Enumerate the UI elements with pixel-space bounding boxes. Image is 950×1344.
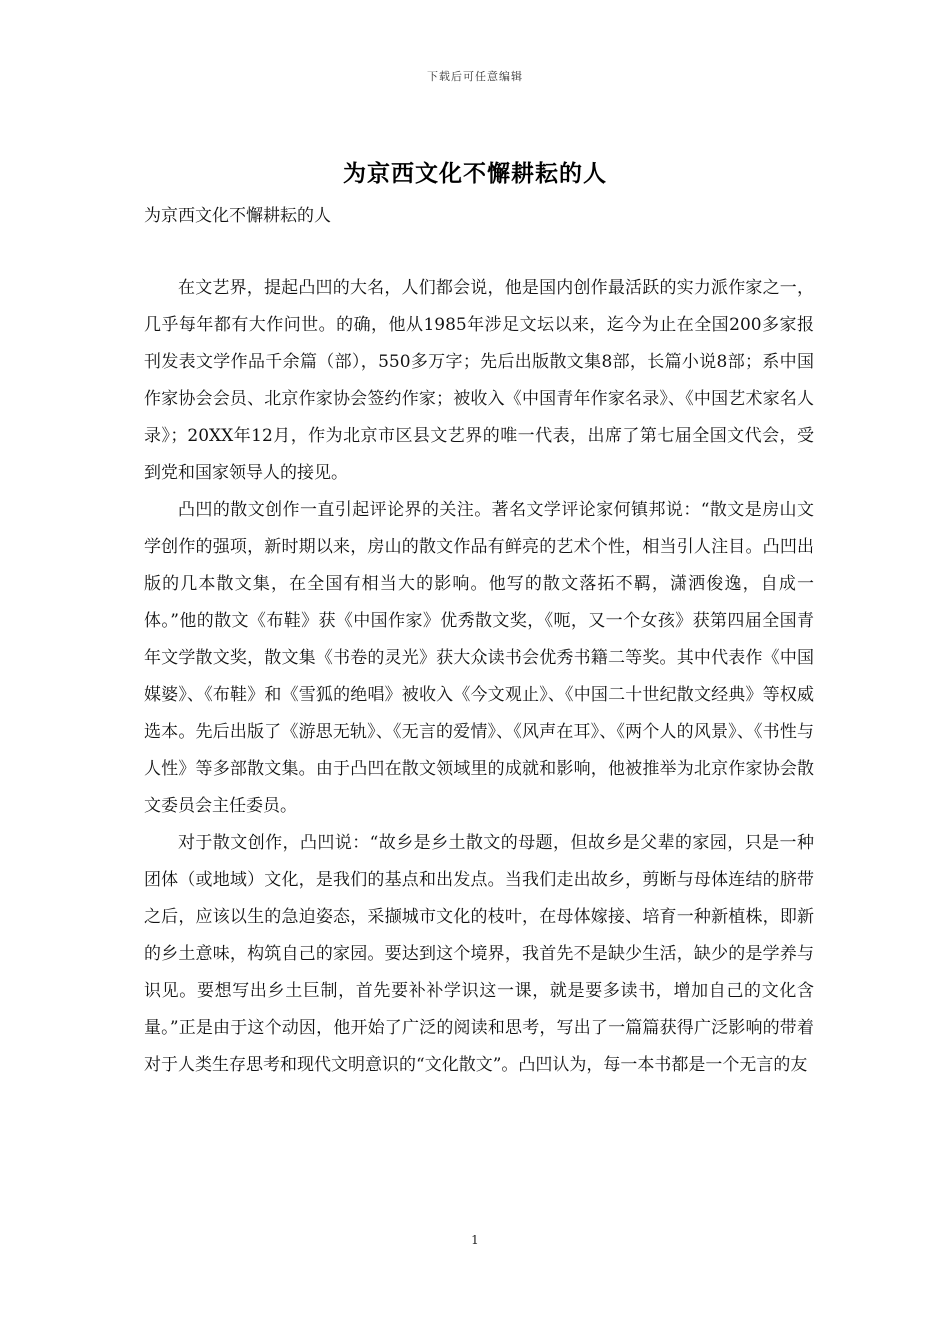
page-number: 1: [471, 1233, 479, 1247]
paragraph: 对于散文创作，凸凹说：“故乡是乡土散文的母题，但故乡是父辈的家园，只是一种团体（或地域）文化，是我们的基点和出发点。当我们走出故乡，剪断与母体连结的脐带之后，应该以生的急迫姿态，采撷城市文化的枝叶，在母体嫁接、培育一种新植株，即新的乡土意味，构筑自己的家园。要达到这个境界，我首先不是缺少生活，缺少的是学养与识见。要想写出乡土巨制，首先要补补学识这一课，就是要多读书，增加自己的文化含量。”正是由于这个动因，他开始了广泛的阅读和思考，写出了一篇篇获得广泛影响的带着对于人类生存思考和现代文明意识的“文化散文”。凸凹认为，每一本书都是一个无言的友: [144, 833, 814, 1075]
paragraph: 凸凹的散文创作一直引起评论界的关注。著名文学评论家何镇邦说：“散文是房山文学创作的强项，新时期以来，房山的散文作品有鲜亮的艺术个性，相当引人注目。凸凹出版的几本散文集，在全国有相当大的影响。他写的散文落拓不羁，潇洒俊逸，自成一体。”他的散文《布鞋》获《中国作家》优秀散文奖，《呃，又一个女孩》获第四届全国青年文学散文奖，散文集《书卷的灵光》获大众读书会优秀书籍二等奖。其中代表作《中国媒婆》、《布鞋》和《雪狐的绝唱》被收入《今文观止》、《中国二十世纪散文经典》等权威选本。先后出版了《游思无轨》、《无言的爱情》、《风声在耳》、《两个人的风景》、《书性与人性》等多部散文集。由于凸凹在散文领域里的成就和影响，他被推举为北京作家协会散文委员会主任委员。: [144, 500, 814, 816]
document-title: 为京西文化不懈耕耘的人: [343, 160, 607, 187]
document-subtitle: 为京西文化不懈耕耘的人: [144, 206, 331, 226]
page-header: 下载后可任意编辑: [427, 70, 523, 83]
document-body: [144, 270, 814, 1084]
paragraph: 在文艺界，提起凸凹的大名，人们都会说，他是国内创作最活跃的实力派作家之一，几乎每年都有大作问世。的确，他从1985年涉足文坛以来，迄今为止在全国200多家报刊发表文学作品千余篇（部），550多万字；先后出版散文集8部，长篇小说8部；系中国作家协会会员、北京作家协会签约作家；被收入《中国青年作家名录》、《中国艺术家名人录》；20XX年12月，作为北京市区县文艺界的唯一代表，出席了第七届全国文代会，受到党和国家领导人的接见。: [144, 278, 814, 483]
